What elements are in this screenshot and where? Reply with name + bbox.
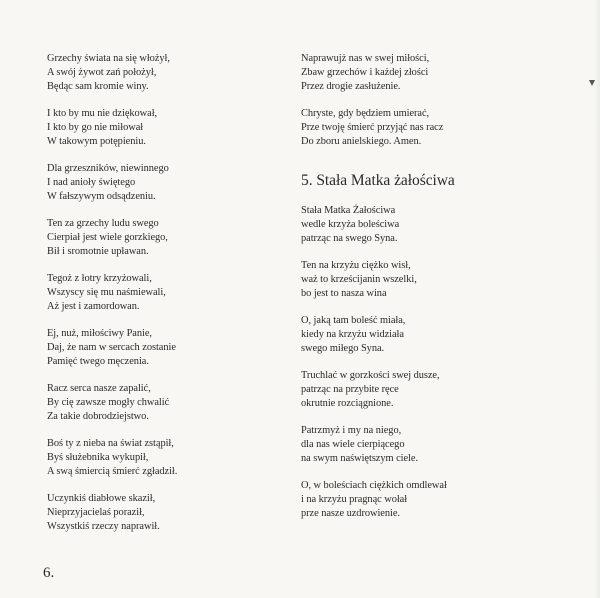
verse-line: W fałszywym odsądzeniu. [47,191,156,202]
right-column [301,52,561,534]
verse-line: Naprawujż nas w swej miłości, [301,53,430,64]
verse-line: i na krzyżu pragnąc wołał [301,494,408,505]
stanza [301,369,561,411]
verse-line: Boś ty z nieba na świat zstąpił, [47,438,174,449]
verse-line: Ten na krzyżu ciężko wisł, [301,260,411,271]
verse-line: Pamięć twego męczenia. [47,356,149,367]
section-heading: 5. Stała Matka żałościwa [301,172,455,189]
verse-line: patrząc na swego Syna. [301,233,398,244]
stanza [301,314,561,356]
right-column-top-stanzas [301,52,561,149]
stanza [301,204,561,246]
stanza [301,479,561,521]
verse-line: Tegoż z łotry krzyżowali, [47,273,152,284]
verse-line: Daj, że nam w sercach zostanie [47,342,176,353]
verse-line: Przez drogie zasłużenie. [301,81,401,92]
verse-line: prze nasze uzdrowienie. [301,508,400,519]
stanza [47,107,282,149]
verse-line: Patrzmyż i my na niego, [301,425,402,436]
verse-line: O, w boleściach ciężkich omdlewał [301,480,447,491]
verse-line: waż to krześcijanin wszelki, [301,274,417,285]
page-number: 6. [43,565,55,581]
verse-line: kiedy na krzyżu widziała [301,329,404,340]
stanza [47,272,282,314]
verse-line: I nad anioły świętego [47,177,136,188]
verse-line: Wszystkiś rzeczy naprawił. [47,521,160,532]
verse-line: A swą śmiercią śmierć zgładził. [47,466,178,477]
verse-line: Ej, nuż, miłościwy Panie, [47,328,152,339]
verse-line: bo jest to nasza wina [301,288,387,299]
verse-line: Byś służebnika wykupił, [47,452,149,463]
verse-line: Chryste, gdy będziem umierać, [301,108,430,119]
verse-line: Aż jest i zamordowan. [47,301,140,312]
verse-line: I kto by mu nie dziękował, [47,108,158,119]
verse-line: swego miłego Syna. [301,343,385,354]
stanza [47,327,282,369]
verse-line: Grzechy świata na się włożył, [47,53,170,64]
page-edge-shadow [594,0,600,598]
stanza [301,259,561,301]
stanza [47,382,282,424]
verse-line: wedle krzyża boleściwa [301,219,400,230]
verse-line: Stała Matka Żałościwa [301,205,396,216]
stanza [47,492,282,534]
verse-line: W takowym potępieniu. [47,136,146,147]
verse-line: By cię zawsze mogły chwalić [47,397,170,408]
verse-line: Truchlać w gorzkości swej dusze, [301,370,440,381]
verse-line: na swym naświętszym ciele. [301,453,419,464]
verse-line: Nieprzyjacielaś poraził, [47,507,145,518]
verse-line: Zbaw grzechów i każdej złości [301,67,429,78]
verse-line: Dla grzeszników, niewinnego [47,163,169,174]
verse-line: A swój żywot zań położył, [47,67,157,78]
left-column [47,52,282,547]
verse-line: Wszyscy się mu naśmiewali, [47,287,166,298]
stanza [301,52,561,94]
verse-line: Za takie dobrodziejstwo. [47,411,149,422]
verse-line: Do zboru anielskiego. Amen. [301,136,422,147]
verse-line: Prze twoję śmierć przyjąć nas racz [301,122,444,133]
stanza [301,107,561,149]
stanza [47,52,282,94]
verse-line: Racz serca nasze zapalić, [47,383,151,394]
right-column-bottom-stanzas [301,204,561,521]
stanza [47,437,282,479]
stanza [47,162,282,204]
verse-line: Będąc sam kromie winy. [47,81,149,92]
verse-line: Bił i sromotnie upławan. [47,246,149,257]
stanza [301,424,561,466]
verse-line: patrząc na przybite ręce [301,384,399,395]
verse-line: Ten za grzechy ludu swego [47,218,159,229]
verse-line: Cierpiał jest wiele gorzkiego, [47,232,168,243]
edge-mark-icon [589,80,595,86]
verse-line: dla nas wiele cierpiącego [301,439,405,450]
stanza [47,217,282,259]
verse-line: okrutnie rozciągnione. [301,398,394,409]
verse-line: Uczynkiś diabłowe skaził, [47,493,156,504]
verse-line: I kto by go nie miłował [47,122,144,133]
verse-line: O, jaką tam boleść miała, [301,315,406,326]
